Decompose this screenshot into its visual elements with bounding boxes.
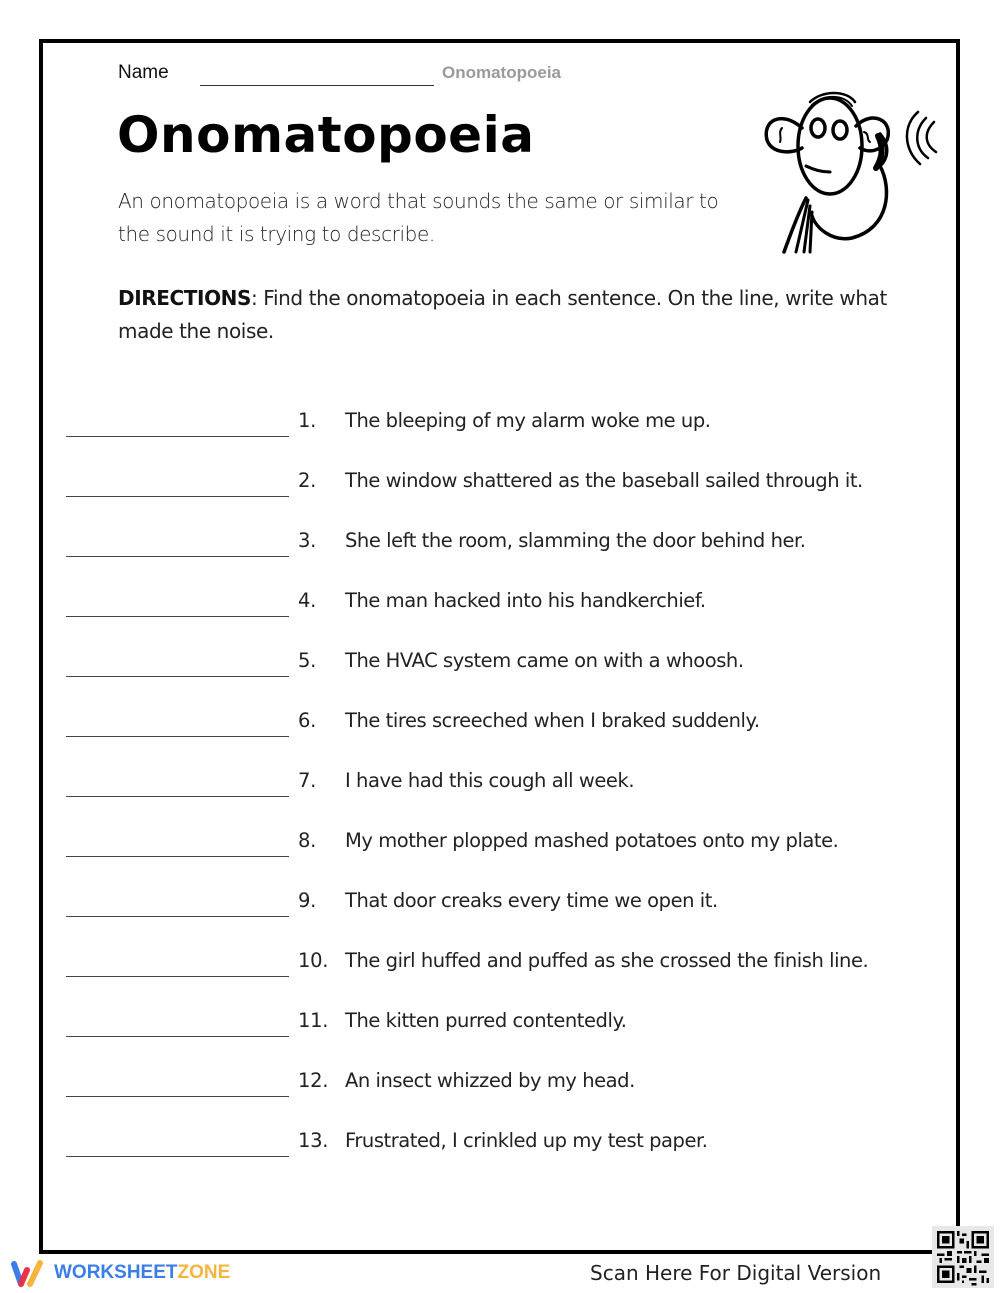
logo-text: WORKSHEETZONE <box>54 1262 231 1283</box>
answer-line[interactable] <box>66 856 289 857</box>
question-text: That door creaks every time we open it. <box>345 889 718 912</box>
name-input-line[interactable] <box>200 85 434 86</box>
question-text: My mother plopped mashed potatoes onto my plate. <box>345 829 839 852</box>
question-text: The window shattered as the baseball sailed through it. <box>345 469 863 492</box>
answer-line[interactable] <box>66 496 289 497</box>
answer-line[interactable] <box>66 676 289 677</box>
question-text: The tires screeched when I braked suddenly. <box>345 709 760 732</box>
answer-line[interactable] <box>66 796 289 797</box>
question-number: 5. <box>298 649 317 672</box>
question-number: 4. <box>298 589 317 612</box>
answer-line[interactable] <box>66 436 289 437</box>
question-text: The bleeping of my alarm woke me up. <box>345 409 711 432</box>
listening-face-icon <box>752 88 942 258</box>
question-number: 11. <box>298 1009 329 1032</box>
question-number: 10. <box>298 949 329 972</box>
question-text: I have had this cough all week. <box>345 769 635 792</box>
answer-line[interactable] <box>66 736 289 737</box>
question-number: 8. <box>298 829 317 852</box>
question-number: 6. <box>298 709 317 732</box>
question-text: An insect whizzed by my head. <box>345 1069 635 1092</box>
question-text: The man hacked into his handkerchief. <box>345 589 706 612</box>
directions-label: DIRECTIONS <box>118 286 252 310</box>
question-text: The kitten purred contentedly. <box>345 1009 627 1032</box>
question-number: 13. <box>298 1129 329 1152</box>
question-number: 9. <box>298 889 317 912</box>
answer-line[interactable] <box>66 1036 289 1037</box>
question-row <box>0 880 1000 920</box>
question-row <box>0 640 1000 680</box>
question-row <box>0 1000 1000 1040</box>
answer-line[interactable] <box>66 916 289 917</box>
question-text: The HVAC system came on with a whoosh. <box>345 649 744 672</box>
answer-line[interactable] <box>66 976 289 977</box>
question-row <box>0 520 1000 560</box>
question-row <box>0 580 1000 620</box>
question-row <box>0 1120 1000 1160</box>
question-number: 2. <box>298 469 317 492</box>
answer-line[interactable] <box>66 616 289 617</box>
answer-line[interactable] <box>66 1096 289 1097</box>
question-number: 12. <box>298 1069 329 1092</box>
directions-text: : Find the onomatopoeia in each sentence. On the line, write what made the noise. <box>118 286 887 343</box>
question-row <box>0 760 1000 800</box>
question-text: She left the room, slamming the door behind her. <box>345 529 806 552</box>
question-text: Frustrated, I crinkled up my test paper. <box>345 1129 708 1152</box>
question-row <box>0 940 1000 980</box>
qr-code-icon[interactable] <box>932 1226 994 1288</box>
worksheetzone-logo[interactable] <box>10 1258 230 1288</box>
scan-caption: Scan Here For Digital Version <box>590 1261 882 1285</box>
question-text: The girl huffed and puffed as she crossed the finish line. <box>345 949 869 972</box>
logo-mark-icon <box>10 1258 46 1288</box>
page-title: Onomatopoeia <box>117 106 535 164</box>
directions <box>118 282 908 348</box>
question-row <box>0 400 1000 440</box>
intro-text: An onomatopoeia is a word that sounds the same or similar to the sound it is trying to describe. <box>118 189 719 246</box>
name-label: Name <box>118 62 169 83</box>
topic-label: Onomatopoeia <box>442 63 562 82</box>
question-row <box>0 1060 1000 1100</box>
question-row <box>0 820 1000 860</box>
answer-line[interactable] <box>66 1156 289 1157</box>
question-row <box>0 460 1000 500</box>
question-row <box>0 700 1000 740</box>
answer-line[interactable] <box>66 556 289 557</box>
question-number: 3. <box>298 529 317 552</box>
question-number: 1. <box>298 409 317 432</box>
question-number: 7. <box>298 769 317 792</box>
